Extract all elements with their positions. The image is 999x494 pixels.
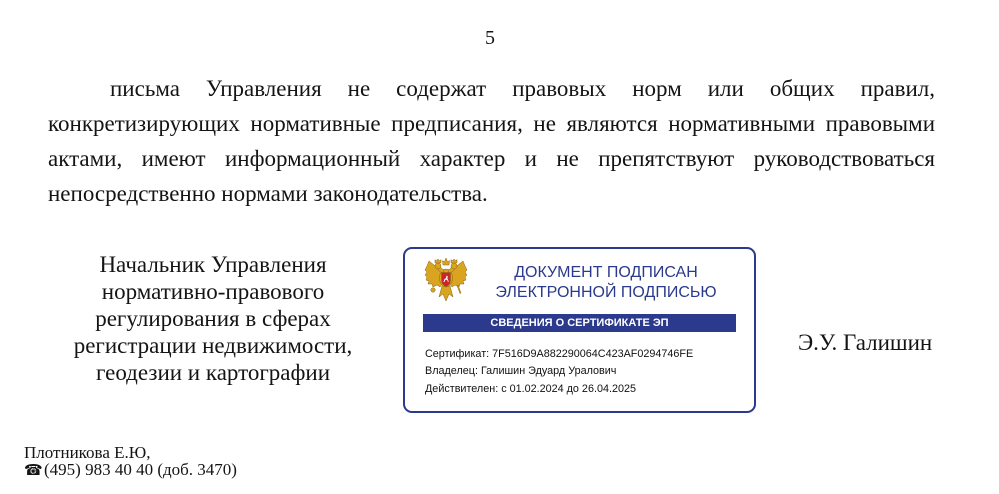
executor-name: Плотникова Е.Ю, xyxy=(24,443,151,462)
signer-position-line: регулирования в сферах xyxy=(95,306,331,331)
signer-position-line: геодезии и картографии xyxy=(95,360,331,385)
body-paragraph xyxy=(48,71,935,211)
signer-position-line: регистрации недвижимости, xyxy=(73,333,353,358)
signer-position-line: нормативно-правового xyxy=(101,279,325,304)
paragraph-line: непосредственно нормами законодательства. xyxy=(48,181,488,206)
phone-icon xyxy=(24,461,44,479)
stamp-title-line: ЭЛЕКТРОННОЙ ПОДПИСЬЮ xyxy=(495,284,717,301)
signer-position xyxy=(63,251,363,386)
certificate-info-bar: СВЕДЕНИЯ О СЕРТИФИКАТЕ ЭП xyxy=(423,314,736,332)
emblem-left-crown xyxy=(435,259,441,263)
coat-of-arms-icon xyxy=(424,257,468,303)
page-number: 5 xyxy=(485,27,495,49)
executor-phone-row xyxy=(24,461,237,479)
emblem-center-crown xyxy=(443,258,450,265)
emblem-tail xyxy=(439,286,453,301)
certificate-details xyxy=(425,346,693,399)
certificate-owner: Владелец: Галишин Эдуард Уралович xyxy=(425,365,617,377)
certificate-number: Сертификат: 7F516D9A882290064C423AF0294746FE xyxy=(425,347,694,360)
executor-info xyxy=(24,444,237,479)
stamp-title xyxy=(466,263,746,303)
emblem-right-head xyxy=(451,263,457,269)
electronic-signature-stamp xyxy=(403,247,756,413)
emblem-right-crown xyxy=(451,259,457,263)
executor-phone: (495) 983 40 40 (доб. 3470) xyxy=(44,460,237,479)
signer-position-line: Начальник Управления xyxy=(99,252,327,277)
stamp-title-line: ДОКУМЕНТ ПОДПИСАН xyxy=(514,264,698,281)
paragraph-line: конкретизирующих нормативные предписания, не являются нормативными правовыми xyxy=(48,111,935,136)
signer-name: Э.У. Галишин xyxy=(798,330,933,355)
emblem-orb xyxy=(431,288,435,292)
paragraph-line: письма Управления не содержат правовых норм или общих правил, xyxy=(110,76,935,101)
paragraph-line: актами, имеют информационный характер и не препятствуют руководствоваться xyxy=(48,146,935,171)
emblem-left-head xyxy=(435,263,441,269)
certificate-validity: Действителен: с 01.02.2024 до 26.04.2025 xyxy=(425,382,636,395)
